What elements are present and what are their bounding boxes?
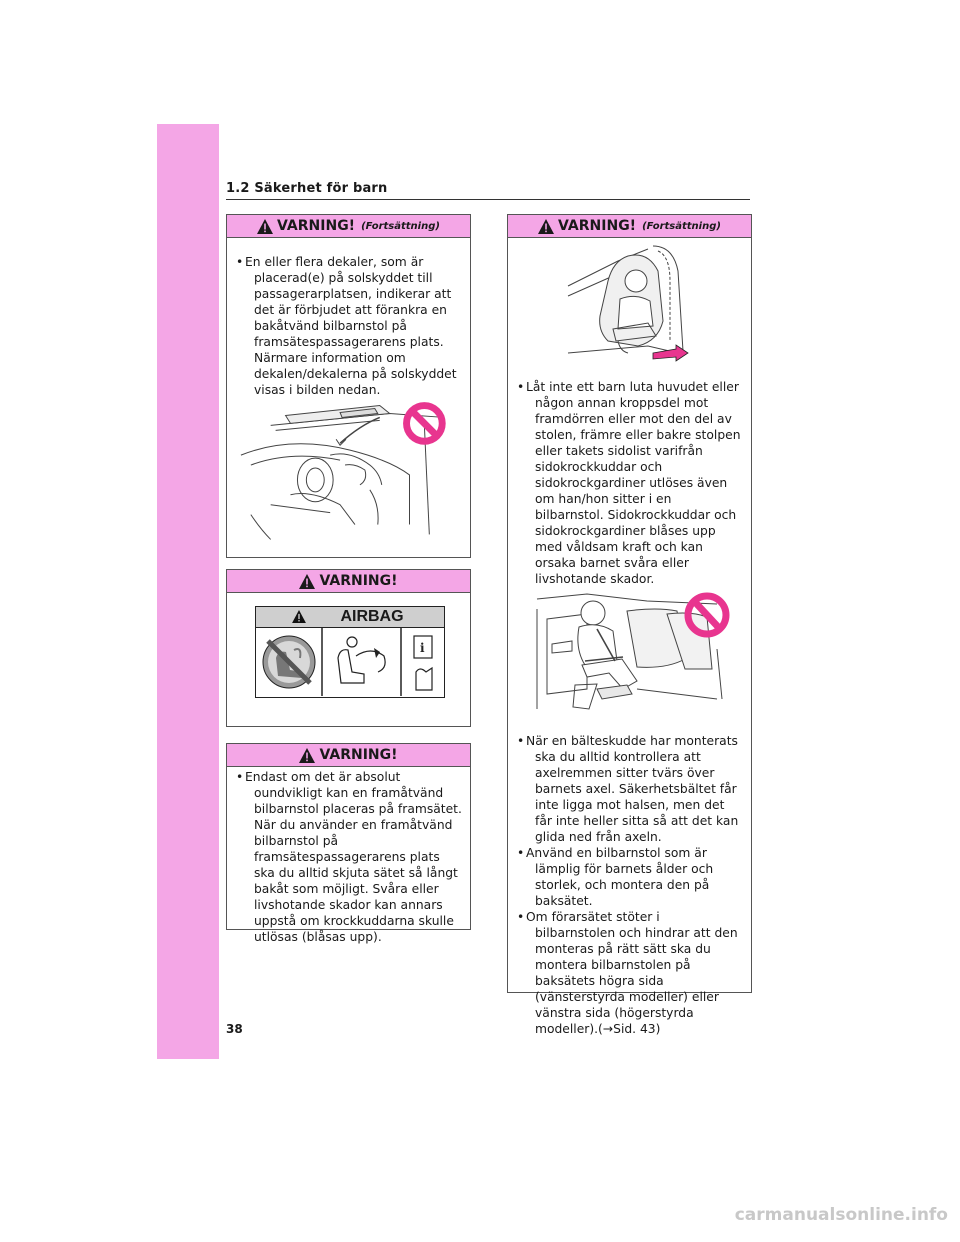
warning-triangle-icon [299,574,315,589]
chapter-sidebar [157,124,219,1059]
child-seat-front-illustration [558,241,698,371]
warning-subtitle: (Fortsättning) [642,220,721,232]
airbag-warning-label [255,606,445,698]
warning-header [508,215,751,238]
warning-header [227,570,470,593]
list-item: • Endast om det är absolut oundvikligt kan en framåtvänd bilbarnstol placeras på framsätet. När du använder en framåtvänd bilbarnstol på framsätespassagerarens plats ska du alltid skjuta sätet så långt bakåt som möjligt. Svåra eller livshotande skador kan annars uppstå om krockkuddarna skulle utlösas (blåsas upp). [236,769,462,945]
svg-text:i: i [420,641,425,655]
warning-triangle-icon [257,219,273,234]
warning-title: VARNING! [319,747,398,763]
airbag-label-text: AIRBAG [340,608,404,625]
list-item: • Använd en bilbarnstol som är lämplig för barnets ålder och storlek, och montera den på baksätet. [517,845,743,909]
section-divider [226,199,750,200]
warning-title: VARNING! [558,218,637,234]
warning-triangle-icon [292,610,306,623]
warning-header [227,744,470,767]
sun-visor-dashboard-illustration [231,395,469,545]
warning-triangle-icon [538,219,554,234]
warning-box-airbag-label [226,569,471,727]
warning-box-side-airbags [507,214,752,1036]
list-item: • Låt inte ett barn luta huvudet eller någon annan kroppsdel mot framdörren eller mot den del av stolen, främre eller bakre stolpen eller takets sidolist varifrån sidokrockkuddar och sidokrockgardiner utlöses även om han/hon sitter i en bilbarnstol. Sidokrockkuddar och sidokrockgardiner blåses upp med våldsam kraft och kan orsaka barnet svåra eller livshotande skador. [517,379,743,587]
warning-title: VARNING! [277,218,356,234]
warning-box-decal [226,214,471,558]
warning-subtitle: (Fortsättning) [361,220,440,232]
section-title: 1.2 Säkerhet för barn [226,181,388,196]
list-item: • En eller flera dekaler, som är placerad(e) på solskyddet till passagerarplatsen, indikerar att det är förbjudet att förankra en bakåtvänd bilbarnstol på framsätespassagerarens plats. Närmare information om dekalen/dekalerna på solskyddet visas i bilden nedan. [236,254,462,398]
airbag-pictograms [256,628,444,696]
watermark: carmanualsonline.info [734,1205,948,1225]
warning-triangle-icon [299,748,315,763]
warning-header [227,215,470,238]
list-item: • När en bälteskudde har monterats ska du alltid kontrollera att axelremmen sitter tvärs över barnets axel. Säkerhetsbältet får inte ligga mot halsen, men det får inte heller sitta så att det kan glida ned från axeln. [517,733,743,845]
page-number: 38 [226,1022,243,1036]
warning-box-front-seat [226,743,471,944]
child-rear-seat-illustration [522,589,732,724]
warning-title: VARNING! [319,573,398,589]
list-item: • Om förarsätet stöter i bilbarnstolen och hindrar att den monteras på rätt sätt ska du montera bilbarnstolen på baksätets högra sida (vänsterstyrda modeller) eller vänstra sida (högerstyrda modeller).(→Sid. 43) [517,909,743,1037]
